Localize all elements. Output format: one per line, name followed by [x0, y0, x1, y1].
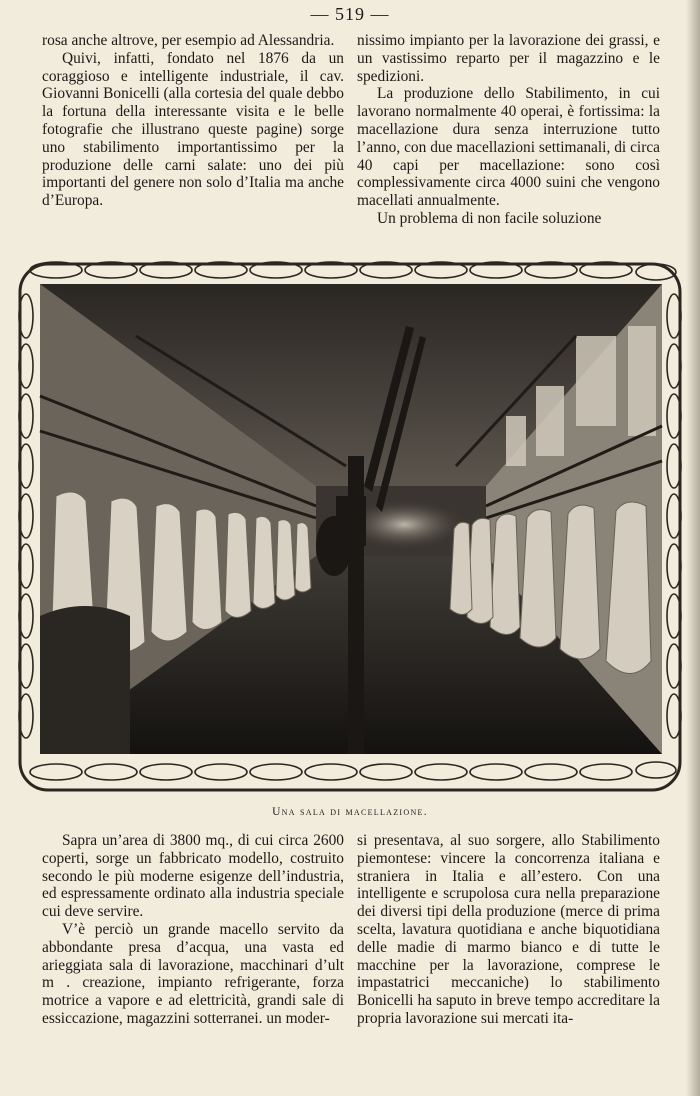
page-number: — 519 — — [310, 4, 390, 24]
paragraph: La produzione dello Stabilimento, in cui lavorano normalmente 40 operai, è fortissima: la macellazione dura senza interruzione tutto l’anno, con due macellazioni settimanali, di circa 40 capi per macellazione: sono così complessivamente circa 4000 suini che vengono macellati annualmente. — [357, 85, 660, 210]
paragraph: Sapra un’area di 3800 mq., di cui circa 2600 coperti, sorge un fabbricato modello, costruito secondo le più moderne esigenze dell’industria, ed espressamente ordinato alla industria speciale cui deve servire. — [42, 832, 344, 921]
column-top-right — [357, 32, 660, 228]
slaughterhouse-photograph — [16, 256, 686, 796]
column-bottom-left — [42, 832, 344, 1028]
paragraph: Quivi, infatti, fondato nel 1876 da un coraggioso e intelligente industriale, il cav. Giovanni Bonicelli (alla cortesia del quale debbo la fortuna della interessante visita e le belle fotografie che illustrano queste pagine) sorge uno stabilimento importantissimo per la produzione delle carni salate: uno dei più importanti del genere non solo d’Italia ma anche d’Europa. — [42, 49, 344, 210]
column-top-left — [42, 32, 344, 210]
paragraph: Un problema di non facile soluzione — [377, 209, 602, 227]
photo-content — [40, 284, 662, 754]
page-edge-shadow — [686, 0, 700, 1096]
paragraph: si presentava, al suo sorgere, allo Stabilimento piemontese: vincere la concorrenza italiana e straniera in Italia e all’estero. Con una intelligente e scrupolosa cura nella preparazione dei diversi tipi della produzione (merce di prima scelta, lavatura quotidiana e anche biquotidiana delle madie di marmo bianco e di tutte le macchine per la lavorazione, comprese le impastatrici meccaniche) lo stabilimento Bonicelli ha saputo in breve tempo accreditare la propria lavorazione sui mercati ita- — [357, 832, 660, 1027]
figure-caption: Una sala di macellazione. — [272, 806, 428, 818]
paragraph: rosa anche altrove, per esempio ad Alessandria. — [42, 32, 335, 49]
column-bottom-right — [357, 832, 660, 1028]
photo-illustration — [16, 256, 686, 796]
paragraph: nissimo impianto per la lavorazione dei grassi, e un vastissimo reparto per il magazzino e le spedizioni. — [357, 32, 660, 85]
paragraph: V’è perciò un grande macello servito da abbondante presa d’acqua, una vasta ed arieggiata sala di lavorazione, macchinari d’ult m . creazione, impianto refrigerante, forza motrice a vapore e ad elettricità, grandi sale di essiccazione, magazzini sotterranei. un moder- — [42, 920, 344, 1027]
